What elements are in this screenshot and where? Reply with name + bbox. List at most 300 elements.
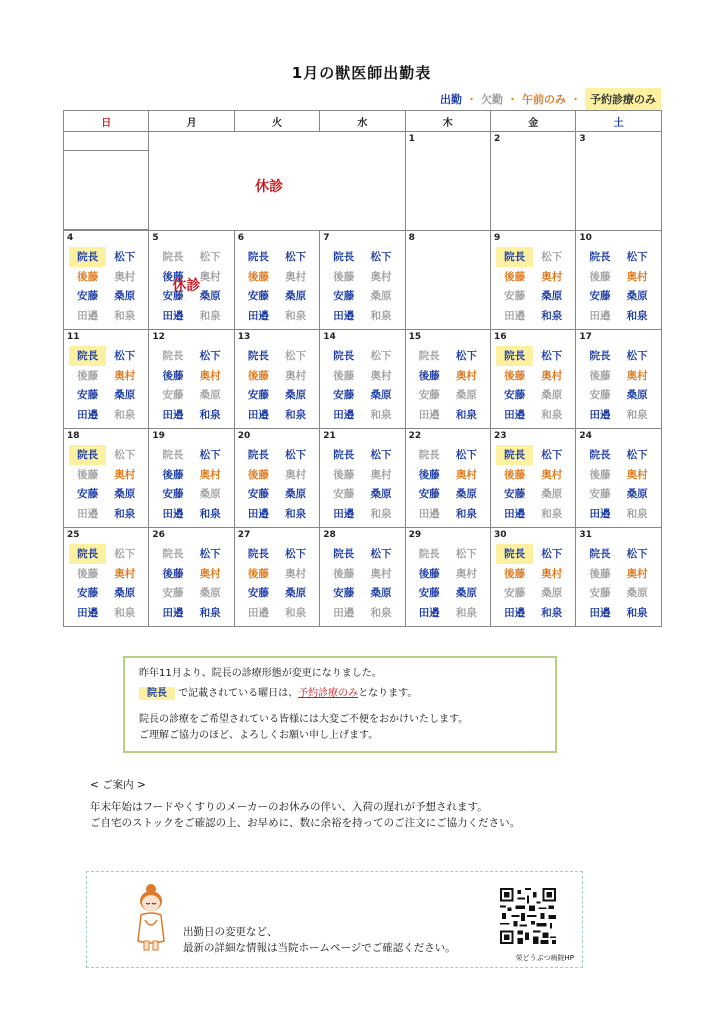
doctor-name: 安藤 <box>77 389 99 402</box>
doctor-name: 安藤 <box>418 587 440 600</box>
doctor-name: 安藤 <box>589 488 611 501</box>
day-number: 15 <box>408 332 422 342</box>
calendar-day <box>63 230 149 330</box>
doctor-name: 安藤 <box>418 488 440 501</box>
day-number: 25 <box>67 530 80 540</box>
doctor-roster <box>325 247 399 325</box>
doctor-name: 後藤 <box>418 468 440 481</box>
day-number: 22 <box>408 431 422 441</box>
doctor-name: 松下 <box>114 548 136 561</box>
day-number: 9 <box>494 233 501 243</box>
closed-label: 休診 <box>255 179 284 195</box>
doctor-name: 和泉 <box>626 507 648 520</box>
calendar-day <box>575 527 661 627</box>
day-number: 7 <box>323 233 330 243</box>
legend-work: 出勤 <box>440 93 462 106</box>
footer-box <box>86 871 583 968</box>
doctor-name: 田邉 <box>333 408 355 421</box>
doctor-roster <box>411 346 485 424</box>
day-number: 18 <box>67 431 80 441</box>
doctor-name: 後藤 <box>162 270 184 283</box>
doctor-name: 後藤 <box>589 468 611 481</box>
calendar-day <box>490 329 576 429</box>
doctor-name: 奥村 <box>114 468 136 481</box>
day-number: 2 <box>494 134 501 144</box>
doctor-name: 桑原 <box>199 488 221 501</box>
doctor-name: 安藤 <box>77 290 99 303</box>
day-number: 6 <box>237 233 245 243</box>
doctor-name: 奥村 <box>114 567 136 580</box>
doctor-name: 奥村 <box>285 468 307 481</box>
legend-am: 午前のみ <box>522 93 566 106</box>
doctor-name: 桑原 <box>626 290 648 303</box>
day-number: 1 <box>408 134 415 144</box>
doctor-name: 和泉 <box>370 606 392 619</box>
weekday-header: 木 <box>405 110 491 132</box>
notice-line: 院長の診療をご希望されている皆様には大変ご不便をおかけいたします。 <box>139 714 469 725</box>
doctor-name: 和泉 <box>455 507 477 520</box>
day-number: 19 <box>152 431 165 441</box>
doctor-name: 田邉 <box>162 309 184 322</box>
doctor-name: 桑原 <box>199 389 221 402</box>
doctor-name: 院長 <box>333 350 355 363</box>
doctor-name: 桑原 <box>114 587 136 600</box>
doctor-name: 桑原 <box>370 488 392 501</box>
calendar-day <box>234 428 320 528</box>
doctor-name: 桑原 <box>285 290 307 303</box>
doctor-name: 和泉 <box>370 408 392 421</box>
doctor-name: 奥村 <box>114 369 136 382</box>
doctor-name: 院長 <box>496 346 533 366</box>
doctor-name: 松下 <box>455 449 477 462</box>
doctor-name: 奥村 <box>370 270 392 283</box>
notice-line: 昨年11月より、院長の診療形態が変更になりました。 <box>139 668 382 679</box>
doctor-name: 安藤 <box>162 488 184 501</box>
doctor-name: 田邉 <box>247 309 269 322</box>
doctor-name: 田邉 <box>77 507 99 520</box>
doctor-name: 後藤 <box>589 567 611 580</box>
doctor-name: 後藤 <box>333 369 355 382</box>
doctor-name: 松下 <box>370 350 392 363</box>
doctor-name: 田邉 <box>418 606 440 619</box>
doctor-name: 奥村 <box>541 270 563 283</box>
doctor-name: 和泉 <box>626 408 648 421</box>
doctor-name: 桑原 <box>455 587 477 600</box>
notice-line <box>139 686 541 702</box>
day-number: 8 <box>408 233 415 243</box>
doctor-name: 院長 <box>589 548 611 561</box>
doctor-name: 後藤 <box>333 468 355 481</box>
calendar-day <box>319 329 405 429</box>
day-number: 11 <box>67 332 80 342</box>
calendar-day <box>63 329 149 429</box>
doctor-name: 後藤 <box>504 468 526 481</box>
doctor-roster <box>154 445 228 523</box>
notice-line: ご理解ご協力のほど、よろしくお願い申し上げます。 <box>139 730 379 741</box>
doctor-name: 松下 <box>626 449 648 462</box>
doctor-name: 松下 <box>541 350 563 363</box>
doctor-name: 安藤 <box>333 488 355 501</box>
doctor-name: 安藤 <box>77 587 99 600</box>
legend-separator: ・ <box>570 93 581 106</box>
doctor-name: 後藤 <box>162 567 184 580</box>
doctor-name: 安藤 <box>589 389 611 402</box>
doctor-name: 後藤 <box>333 270 355 283</box>
doctor-name: 和泉 <box>541 309 563 322</box>
doctor-name: 桑原 <box>114 488 136 501</box>
doctor-name: 和泉 <box>285 309 307 322</box>
doctor-name: 院長 <box>69 445 106 465</box>
guide-line: 年末年始はフードやくすりのメーカーのお休みの伴い、入荷の遅れが予想されます。 <box>90 801 488 813</box>
doctor-roster <box>240 346 314 424</box>
doctor-name: 安藤 <box>77 488 99 501</box>
doctor-name: 和泉 <box>455 606 477 619</box>
doctor-name: 松下 <box>455 350 477 363</box>
legend-separator: ・ <box>507 93 518 106</box>
doctor-name: 田邉 <box>162 507 184 520</box>
day-number: 28 <box>323 530 336 540</box>
doctor-name: 安藤 <box>162 389 184 402</box>
doctor-name: 院長 <box>496 247 533 267</box>
doctor-name: 後藤 <box>247 270 269 283</box>
doctor-name: 院長 <box>418 350 440 363</box>
doctor-name: 奥村 <box>626 369 648 382</box>
doctor-name: 松下 <box>114 350 136 363</box>
calendar-day <box>575 230 661 330</box>
guide-heading: < ご案内 > <box>90 779 146 791</box>
doctor-name: 松下 <box>370 548 392 561</box>
doctor-name: 桑原 <box>626 488 648 501</box>
doctor-name: 和泉 <box>199 507 221 520</box>
doctor-name: 松下 <box>370 251 392 264</box>
doctor-name: 後藤 <box>333 567 355 580</box>
doctor-name: 院長 <box>418 548 440 561</box>
doctor-name: 院長 <box>589 449 611 462</box>
qr-code-icon[interactable] <box>500 888 556 944</box>
doctor-roster <box>581 346 655 424</box>
doctor-name: 安藤 <box>504 587 526 600</box>
day-number: 17 <box>579 332 592 342</box>
notice-box <box>123 656 557 753</box>
doctor-roster <box>325 445 399 523</box>
doctor-name: 松下 <box>199 449 221 462</box>
doctor-name: 院長 <box>162 548 184 561</box>
closed-label: 休診 <box>172 278 201 294</box>
doctor-name: 安藤 <box>247 389 269 402</box>
doctor-name: 桑原 <box>541 488 563 501</box>
qr-caption: 栄どうぶつ病院HP <box>515 954 574 962</box>
doctor-name: 和泉 <box>114 507 136 520</box>
doctor-name: 後藤 <box>589 369 611 382</box>
day-number: 3 <box>579 134 586 144</box>
doctor-name: 松下 <box>285 548 307 561</box>
doctor-name: 院長 <box>333 548 355 561</box>
doctor-name: 後藤 <box>504 567 526 580</box>
doctor-name: 和泉 <box>199 309 221 322</box>
doctor-name: 奥村 <box>370 468 392 481</box>
doctor-name: 田邉 <box>504 606 526 619</box>
calendar-day <box>490 230 576 330</box>
calendar-day <box>405 329 491 429</box>
calendar-day <box>490 428 576 528</box>
doctor-name: 院長 <box>247 548 269 561</box>
doctor-name: 院長 <box>247 251 269 264</box>
doctor-name: 安藤 <box>333 389 355 402</box>
doctor-name: 安藤 <box>504 389 526 402</box>
doctor-name: 桑原 <box>541 587 563 600</box>
doctor-name: 松下 <box>541 548 563 561</box>
doctor-roster <box>240 247 314 325</box>
weekday-header: 月 <box>148 110 234 132</box>
doctor-name: 安藤 <box>504 488 526 501</box>
doctor-name: 後藤 <box>589 270 611 283</box>
doctor-name: 安藤 <box>333 290 355 303</box>
weekday-header: 水 <box>319 110 405 132</box>
doctor-name: 院長 <box>247 350 269 363</box>
doctor-name: 奥村 <box>370 369 392 382</box>
doctor-name: 和泉 <box>455 408 477 421</box>
doctor-roster <box>325 346 399 424</box>
doctor-roster <box>154 346 228 424</box>
doctor-name: 院長 <box>162 251 184 264</box>
doctor-name: 田邉 <box>77 309 99 322</box>
doctor-name: 奥村 <box>455 468 477 481</box>
doctor-roster <box>69 544 143 622</box>
doctor-roster <box>496 346 570 424</box>
doctor-name: 田邉 <box>333 507 355 520</box>
calendar-day <box>319 527 405 627</box>
notice-text: となります。 <box>358 688 418 699</box>
doctor-name: 松下 <box>199 548 221 561</box>
calendar-day <box>148 428 234 528</box>
doctor-name: 安藤 <box>247 290 269 303</box>
doctor-roster <box>240 445 314 523</box>
empty-cell <box>63 150 149 230</box>
doctor-name: 桑原 <box>285 488 307 501</box>
calendar-day <box>575 131 661 231</box>
day-number: 31 <box>579 530 592 540</box>
doctor-name: 奥村 <box>541 468 563 481</box>
doctor-name: 院長 <box>162 449 184 462</box>
doctor-name: 後藤 <box>418 369 440 382</box>
doctor-name: 院長 <box>496 445 533 465</box>
doctor-roster <box>581 445 655 523</box>
day-number: 5 <box>152 233 159 243</box>
doctor-roster <box>69 346 143 424</box>
doctor-name: 松下 <box>114 251 136 264</box>
calendar-day <box>490 131 576 231</box>
doctor-name: 後藤 <box>162 468 184 481</box>
doctor-name: 後藤 <box>247 468 269 481</box>
doctor-name: 松下 <box>285 350 307 363</box>
doctor-name: 後藤 <box>77 270 99 283</box>
day-number: 26 <box>152 530 165 540</box>
doctor-name: 田邉 <box>333 606 355 619</box>
doctor-name: 松下 <box>285 449 307 462</box>
doctor-name: 奥村 <box>370 567 392 580</box>
doctor-name: 田邉 <box>162 606 184 619</box>
calendar-day <box>148 329 234 429</box>
doctor-roster <box>496 247 570 325</box>
calendar-day <box>575 329 661 429</box>
doctor-name: 安藤 <box>418 389 440 402</box>
doctor-name: 後藤 <box>418 567 440 580</box>
calendar-day <box>490 527 576 627</box>
doctor-name: 院長 <box>333 449 355 462</box>
doctor-name: 後藤 <box>504 270 526 283</box>
doctor-name: 後藤 <box>77 369 99 382</box>
day-number: 10 <box>579 233 592 243</box>
legend-reserved: 予約診療のみ <box>585 88 661 110</box>
doctor-name: 奥村 <box>455 567 477 580</box>
doctor-name: 田邉 <box>589 507 611 520</box>
doctor-name: 桑原 <box>199 587 221 600</box>
doctor-name: 桑原 <box>626 389 648 402</box>
empty-cell <box>63 131 149 151</box>
doctor-name: 安藤 <box>247 587 269 600</box>
doctor-name: 田邉 <box>418 507 440 520</box>
doctor-name: 桑原 <box>370 587 392 600</box>
footer-line: 最新の詳細な情報は当院ホームページでご確認ください。 <box>183 942 456 954</box>
page-title: 1月の獣医師出勤表 <box>291 64 432 82</box>
doctor-name: 安藤 <box>247 488 269 501</box>
doctor-name: 桑原 <box>541 290 563 303</box>
doctor-name: 松下 <box>199 350 221 363</box>
day-number: 29 <box>408 530 422 540</box>
doctor-name: 和泉 <box>541 507 563 520</box>
doctor-name: 和泉 <box>114 606 136 619</box>
doctor-name: 院長 <box>247 449 269 462</box>
doctor-name: 後藤 <box>77 468 99 481</box>
doctor-name: 奥村 <box>199 270 221 283</box>
doctor-name: 桑原 <box>455 389 477 402</box>
doctor-name: 和泉 <box>541 408 563 421</box>
calendar-day <box>234 527 320 627</box>
doctor-name: 桑原 <box>199 290 221 303</box>
doctor-name: 松下 <box>285 251 307 264</box>
day-number: 12 <box>152 332 165 342</box>
doctor-name: 和泉 <box>370 507 392 520</box>
day-number: 4 <box>67 233 74 243</box>
doctor-roster <box>496 445 570 523</box>
doctor-name: 和泉 <box>114 408 136 421</box>
doctor-name: 松下 <box>626 350 648 363</box>
doctor-name: 田邉 <box>333 309 355 322</box>
doctor-name: 院長 <box>589 350 611 363</box>
day-number: 27 <box>237 530 251 540</box>
doctor-name: 松下 <box>626 251 648 264</box>
doctor-name: 和泉 <box>626 309 648 322</box>
calendar-day <box>575 428 661 528</box>
doctor-roster <box>69 247 143 325</box>
doctor-name: 院長 <box>418 449 440 462</box>
doctor-name: 奥村 <box>285 270 307 283</box>
receptionist-illustration <box>133 882 169 952</box>
day-number: 16 <box>494 332 507 342</box>
doctor-name: 和泉 <box>285 408 307 421</box>
day-number: 24 <box>579 431 592 441</box>
calendar-day <box>405 131 491 231</box>
doctor-roster <box>581 247 655 325</box>
doctor-name: 奥村 <box>626 468 648 481</box>
weekday-header: 火 <box>234 110 320 132</box>
doctor-name: 松下 <box>455 548 477 561</box>
notice-emphasis: 予約診療のみ <box>298 688 359 699</box>
doctor-name: 安藤 <box>589 587 611 600</box>
doctor-name: 田邉 <box>589 309 611 322</box>
doctor-name: 院長 <box>162 350 184 363</box>
legend-separator: ・ <box>466 93 477 106</box>
doctor-name: 奥村 <box>541 369 563 382</box>
doctor-name: 田邉 <box>247 606 269 619</box>
doctor-name: 田邉 <box>504 507 526 520</box>
doctor-name: 奥村 <box>455 369 477 382</box>
doctor-name: 院長 <box>69 544 106 564</box>
doctor-name: 田邉 <box>247 507 269 520</box>
doctor-name: 院長 <box>496 544 533 564</box>
calendar-day <box>405 527 491 627</box>
doctor-roster <box>411 544 485 622</box>
doctor-name: 安藤 <box>162 587 184 600</box>
doctor-name: 後藤 <box>77 567 99 580</box>
doctor-name: 安藤 <box>589 290 611 303</box>
doctor-name: 院長 <box>69 346 106 366</box>
doctor-name: 松下 <box>199 251 221 264</box>
weekday-header: 日 <box>63 110 149 132</box>
doctor-name: 奥村 <box>199 567 221 580</box>
guide-section <box>90 777 520 831</box>
day-number: 20 <box>237 431 251 441</box>
calendar-day <box>405 428 491 528</box>
calendar-day <box>319 230 405 330</box>
doctor-name: 松下 <box>626 548 648 561</box>
doctor-name: 和泉 <box>626 606 648 619</box>
day-number: 30 <box>494 530 507 540</box>
calendar-day <box>234 329 320 429</box>
doctor-name: 後藤 <box>247 369 269 382</box>
doctor-name: 後藤 <box>247 567 269 580</box>
doctor-name: 松下 <box>541 251 563 264</box>
calendar-day <box>63 428 149 528</box>
doctor-name: 院長 <box>69 247 106 267</box>
doctor-roster <box>69 445 143 523</box>
doctor-roster <box>154 544 228 622</box>
doctor-name: 奥村 <box>285 567 307 580</box>
doctor-name: 田邉 <box>418 408 440 421</box>
doctor-name: 後藤 <box>504 369 526 382</box>
notice-badge: 院長 <box>139 687 175 700</box>
doctor-roster <box>581 544 655 622</box>
doctor-roster <box>325 544 399 622</box>
footer-message <box>183 924 456 956</box>
doctor-name: 田邉 <box>589 408 611 421</box>
doctor-name: 奥村 <box>199 468 221 481</box>
doctor-name: 桑原 <box>285 587 307 600</box>
legend <box>440 88 661 110</box>
calendar-day <box>234 230 320 330</box>
day-number: 23 <box>494 431 507 441</box>
doctor-name: 奥村 <box>626 567 648 580</box>
doctor-name: 院長 <box>333 251 355 264</box>
doctor-name: 奥村 <box>199 369 221 382</box>
doctor-name: 奥村 <box>114 270 136 283</box>
guide-line: ご自宅のストックをご確認の上、お早めに、数に余裕を持ってのご注文にご協力ください。 <box>90 817 521 829</box>
doctor-name: 桑原 <box>370 290 392 303</box>
doctor-name: 安藤 <box>162 290 184 303</box>
doctor-name: 和泉 <box>370 309 392 322</box>
calendar-day <box>405 230 491 330</box>
doctor-name: 奥村 <box>285 369 307 382</box>
